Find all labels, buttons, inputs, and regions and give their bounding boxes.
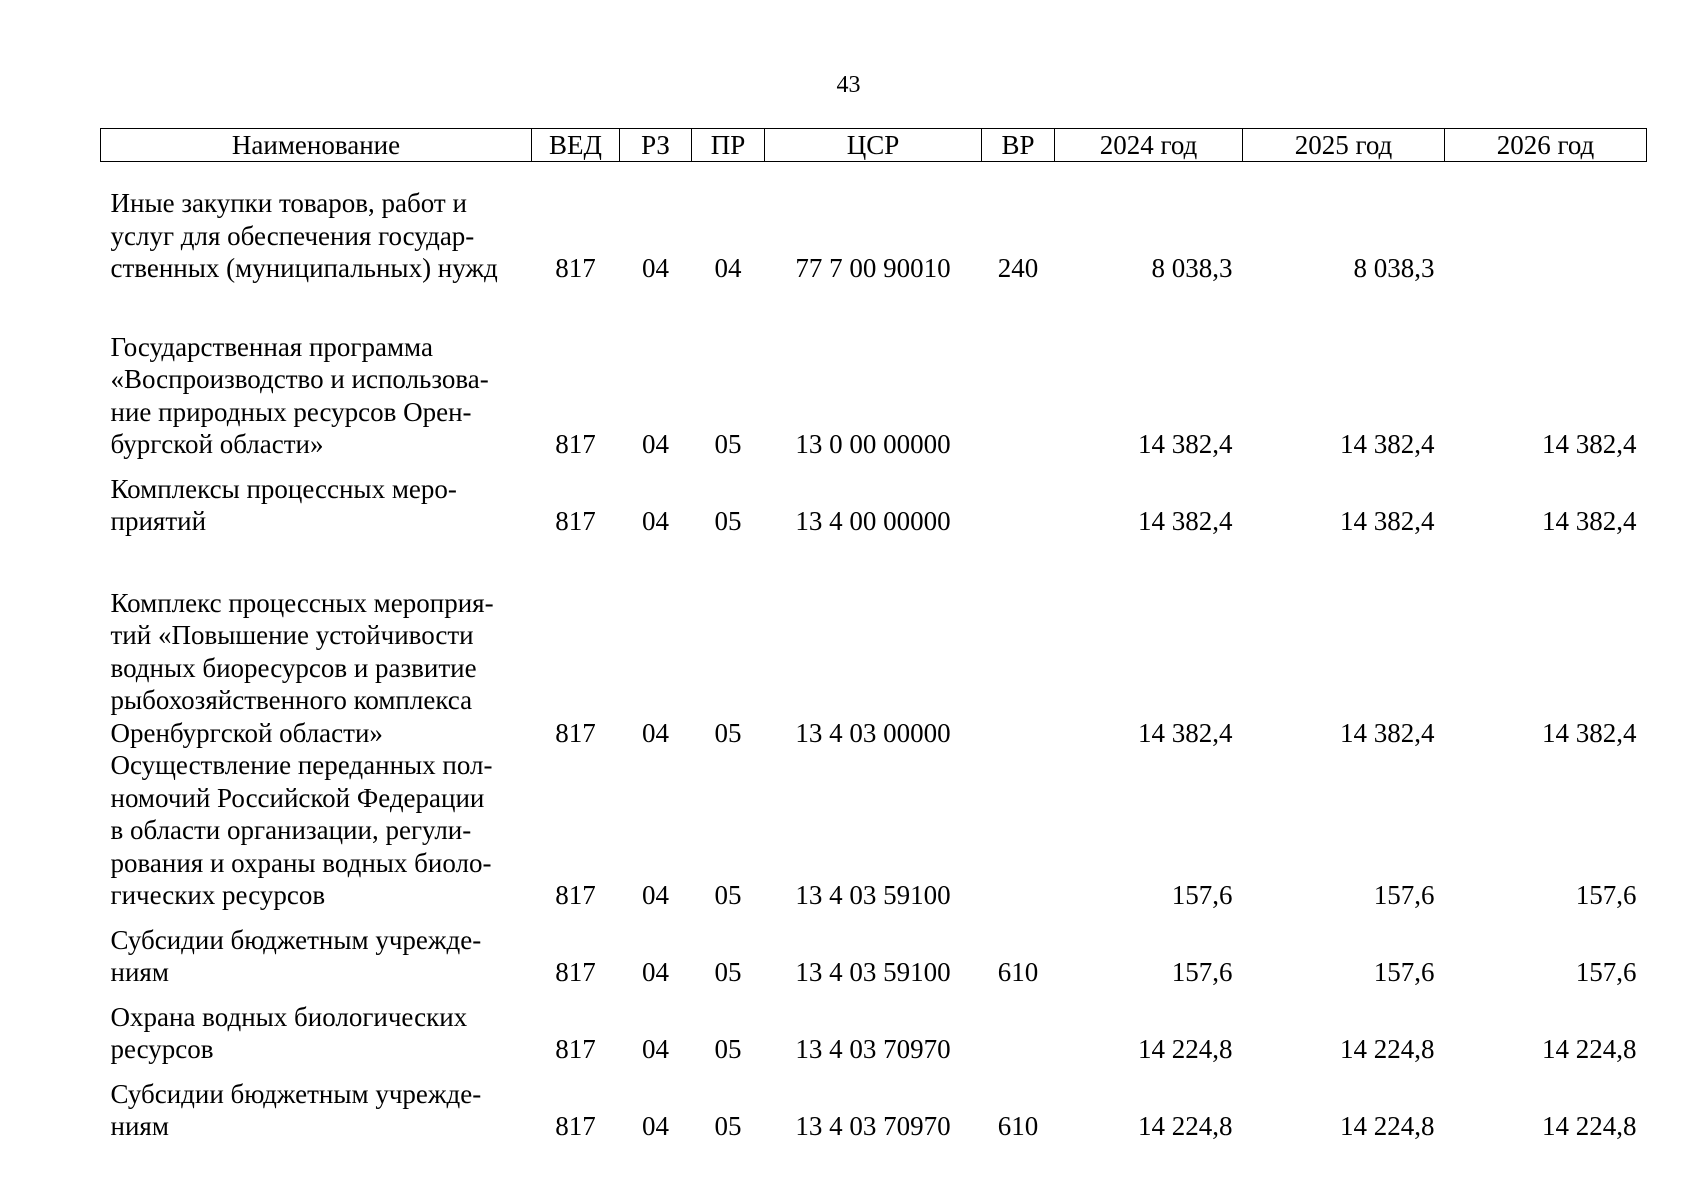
row-name: Государственная программа «Воспроизводство и использова- ние природных ресурсов Орен- бургской области» [110, 331, 489, 459]
table-row [101, 285, 1647, 461]
row-2025: 14 224,8 [1340, 1111, 1435, 1141]
row-name: Комплекс процессных мероприя- тий «Повышение устойчивости водных биоресурсов и развитие рыбохозяйственного комплекса Оренбургской области» [110, 587, 494, 748]
row-ved: 817 [555, 506, 596, 536]
row-rz: 04 [642, 429, 669, 459]
row-2024: 157,6 [1171, 880, 1233, 910]
row-2024: 14 382,4 [1138, 717, 1233, 748]
row-ved: 817 [555, 957, 596, 987]
row-rz: 04 [642, 506, 669, 536]
row-csr: 13 4 03 70970 [795, 1034, 951, 1064]
row-csr: 13 4 00 00000 [795, 506, 951, 536]
row-name: Иные закупки товаров, работ и услуг для обеспечения государ- ственных (муниципальных) нужд [110, 188, 498, 283]
row-vr [982, 749, 1055, 912]
row-2024: 14 382,4 [1138, 429, 1233, 459]
table-row [101, 461, 1647, 538]
row-rz: 04 [642, 880, 669, 910]
row-pr: 05 [714, 1034, 742, 1064]
row-name: Комплексы процессных меро- приятий [110, 473, 457, 536]
row-2025: 14 382,4 [1340, 717, 1435, 748]
row-2024: 8 038,3 [1151, 253, 1233, 283]
row-2026: 14 382,4 [1542, 429, 1637, 459]
row-name: Осуществление переданных пол- номочий Российской Федерации в области организации, регули- рования и охраны водных биоло- гических ресурсов [110, 750, 493, 910]
row-2026: 14 224,8 [1542, 1111, 1637, 1141]
row-ved: 817 [555, 253, 596, 283]
row-pr: 05 [714, 957, 742, 987]
row-csr: 13 4 03 00000 [795, 717, 951, 748]
row-ved: 817 [555, 429, 596, 459]
row-pr: 05 [714, 1111, 742, 1141]
row-name: Охрана водных биологических ресурсов [110, 1001, 468, 1064]
row-pr: 05 [714, 717, 742, 748]
row-2026: 157,6 [1575, 957, 1637, 987]
header-2025: 2025 год [1243, 129, 1445, 162]
header-pr: ПР [692, 129, 765, 162]
row-2025: 14 224,8 [1340, 1034, 1435, 1064]
row-pr: 05 [714, 880, 742, 910]
header-name: Наименование [101, 129, 532, 162]
row-pr: 05 [714, 506, 742, 536]
row-ved: 817 [555, 880, 596, 910]
row-vr [982, 538, 1055, 750]
row-2026: 14 382,4 [1542, 717, 1637, 748]
row-rz: 04 [642, 1111, 669, 1141]
row-csr: 13 4 03 59100 [795, 880, 951, 910]
row-2026: 14 382,4 [1542, 506, 1637, 536]
row-2026 [1445, 162, 1647, 285]
row-2026: 157,6 [1575, 880, 1637, 910]
row-rz: 04 [642, 957, 669, 987]
row-2026: 14 224,8 [1542, 1034, 1637, 1064]
row-2025: 157,6 [1373, 957, 1435, 987]
table-row [101, 538, 1647, 750]
row-vr: 610 [997, 1111, 1039, 1141]
row-vr [982, 285, 1055, 461]
header-vr: ВР [982, 129, 1055, 162]
row-2024: 14 382,4 [1138, 506, 1233, 536]
row-2025: 14 382,4 [1340, 429, 1435, 459]
table-row [101, 162, 1647, 285]
row-pr: 05 [714, 429, 742, 459]
row-rz: 04 [642, 1034, 669, 1064]
header-2026: 2026 год [1445, 129, 1647, 162]
table-row [101, 749, 1647, 912]
row-name: Субсидии бюджетным учрежде- ниям [110, 1078, 482, 1141]
row-ved: 817 [555, 717, 596, 748]
header-ved: ВЕД [532, 129, 620, 162]
budget-table [100, 128, 1647, 1143]
row-csr: 77 7 00 90010 [795, 253, 951, 283]
header-rz: РЗ [620, 129, 692, 162]
row-vr [982, 989, 1055, 1066]
row-csr: 13 4 03 70970 [795, 1111, 951, 1141]
table-row [101, 1066, 1647, 1143]
row-name: Субсидии бюджетным учрежде- ниям [110, 924, 482, 987]
row-rz: 04 [642, 253, 669, 283]
row-ved: 817 [555, 1034, 596, 1064]
row-vr [982, 461, 1055, 538]
row-rz: 04 [642, 717, 669, 748]
row-2024: 14 224,8 [1138, 1034, 1233, 1064]
header-csr: ЦСР [765, 129, 982, 162]
table-row [101, 989, 1647, 1066]
row-2024: 14 224,8 [1138, 1111, 1233, 1141]
row-vr: 240 [997, 253, 1039, 283]
header-2024: 2024 год [1055, 129, 1243, 162]
table-row [101, 912, 1647, 989]
row-2025: 14 382,4 [1340, 506, 1435, 536]
row-ved: 817 [555, 1111, 596, 1141]
row-vr: 610 [997, 957, 1039, 987]
row-2025: 157,6 [1373, 880, 1435, 910]
row-pr: 04 [714, 253, 742, 283]
row-csr: 13 4 03 59100 [795, 957, 951, 987]
page-number: 43 [836, 72, 861, 98]
row-2024: 157,6 [1171, 957, 1233, 987]
table-header-row [101, 129, 1647, 162]
row-2025: 8 038,3 [1353, 253, 1435, 283]
row-csr: 13 0 00 00000 [795, 429, 951, 459]
